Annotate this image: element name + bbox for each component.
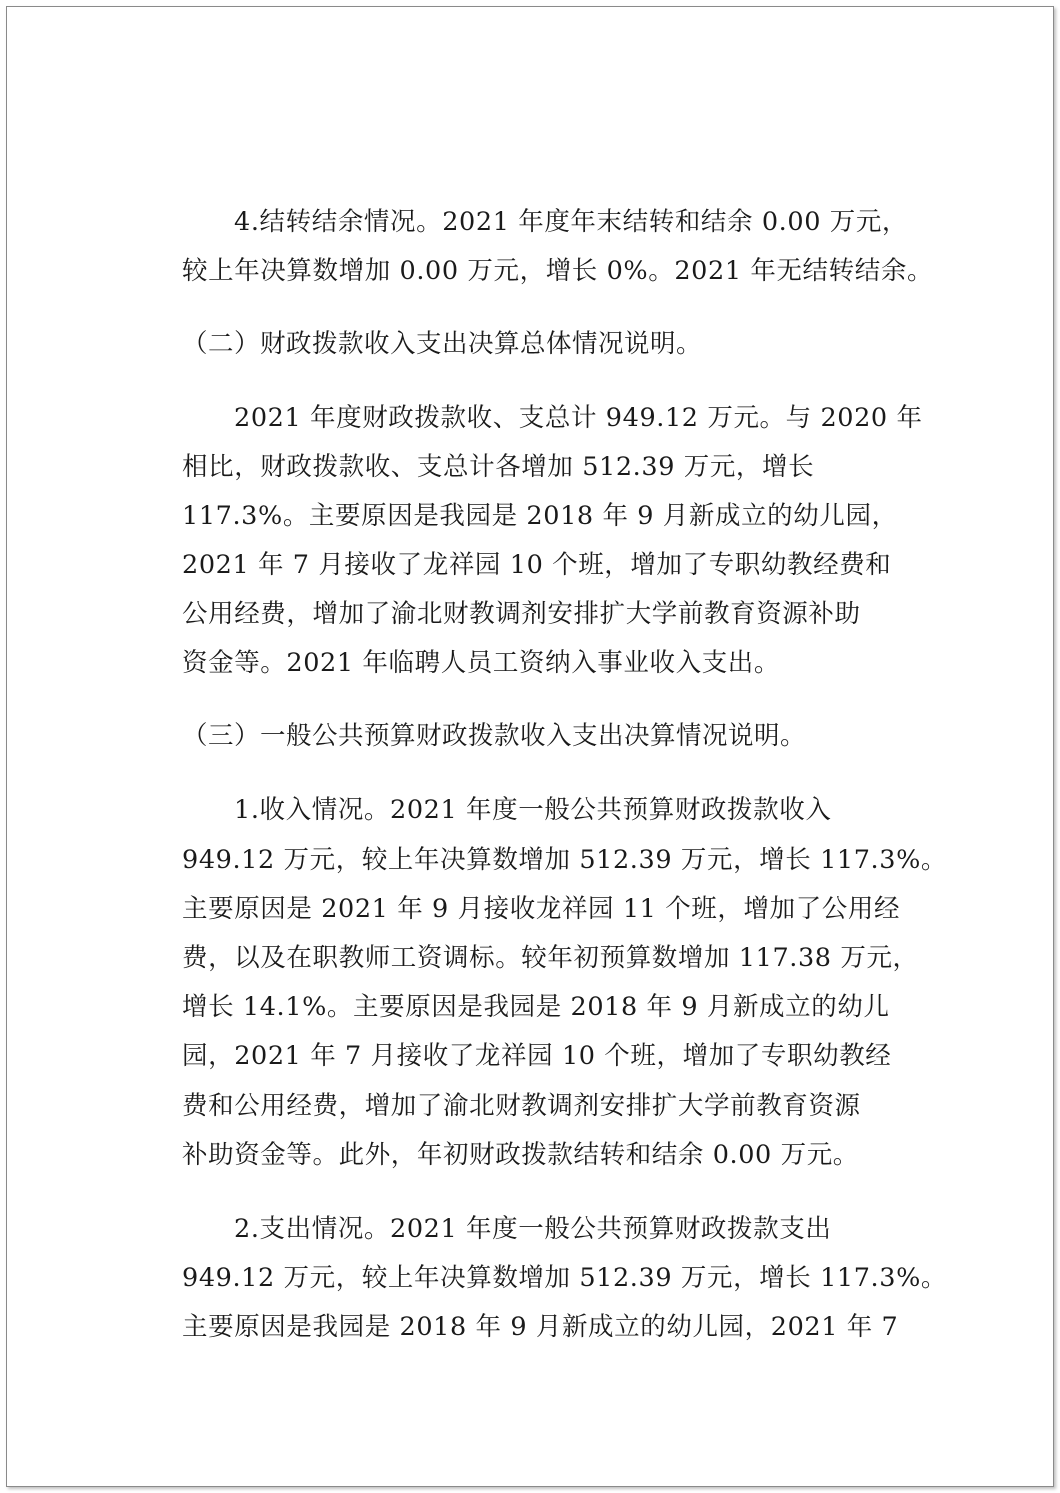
paragraph-carryover-line-2: 较上年决算数增加 0.00 万元，增长 0%。2021 年无结转结余。 bbox=[182, 256, 934, 286]
paragraph-fiscal-overview-line-4: 2021 年 7 月接收了龙祥园 10 个班，增加了专职幼教经费和 bbox=[182, 550, 892, 580]
paragraph-income-line-8: 补助资金等。此外，年初财政拨款结转和结余 0.00 万元。 bbox=[182, 1140, 859, 1170]
paragraph-expenditure-line-1: 2.支出情况。2021 年度一般公共预算财政拨款支出 bbox=[234, 1214, 832, 1244]
paragraph-income-line-6: 园，2021 年 7 月接收了龙祥园 10 个班，增加了专职幼教经 bbox=[182, 1041, 892, 1071]
paragraph-fiscal-overview-line-5: 公用经费，增加了渝北财教调剂安排扩大学前教育资源补助 bbox=[182, 599, 861, 629]
paragraph-fiscal-overview-line-1: 2021 年度财政拨款收、支总计 949.12 万元。与 2020 年 bbox=[234, 403, 923, 433]
paragraph-fiscal-overview-line-6: 资金等。2021 年临聘人员工资纳入事业收入支出。 bbox=[182, 648, 781, 678]
section-heading-fiscal-overview: （二）财政拨款收入支出决算总体情况说明。 bbox=[182, 329, 703, 359]
paragraph-income-line-3: 主要原因是 2021 年 9 月接收龙祥园 11 个班，增加了公用经 bbox=[182, 894, 901, 924]
paragraph-fiscal-overview-line-3: 117.3%。主要原因是我园是 2018 年 9 月新成立的幼儿园， bbox=[182, 501, 898, 531]
paragraph-income-line-2: 949.12 万元，较上年决算数增加 512.39 万元，增长 117.3%。 bbox=[182, 845, 948, 875]
paragraph-fiscal-overview-line-2: 相比，财政拨款收、支总计各增加 512.39 万元，增长 bbox=[182, 452, 815, 482]
paragraph-income-line-4: 费，以及在职教师工资调标。较年初预算数增加 117.38 万元， bbox=[182, 943, 919, 973]
paragraph-expenditure-line-3: 主要原因是我园是 2018 年 9 月新成立的幼儿园，2021 年 7 bbox=[182, 1312, 899, 1342]
paragraph-income-line-7: 费和公用经费，增加了渝北财教调剂安排扩大学前教育资源 bbox=[182, 1091, 861, 1121]
paragraph-income-line-5: 增长 14.1%。主要原因是我园是 2018 年 9 月新成立的幼儿 bbox=[182, 992, 890, 1022]
section-heading-general-budget: （三）一般公共预算财政拨款收入支出决算情况说明。 bbox=[182, 721, 807, 751]
paragraph-income-line-1: 1.收入情况。2021 年度一般公共预算财政拨款收入 bbox=[234, 795, 832, 825]
paragraph-expenditure-line-2: 949.12 万元，较上年决算数增加 512.39 万元，增长 117.3%。 bbox=[182, 1263, 948, 1293]
paragraph-carryover-line-1: 4.结转结余情况。2021 年度年末结转和结余 0.00 万元， bbox=[234, 207, 909, 237]
